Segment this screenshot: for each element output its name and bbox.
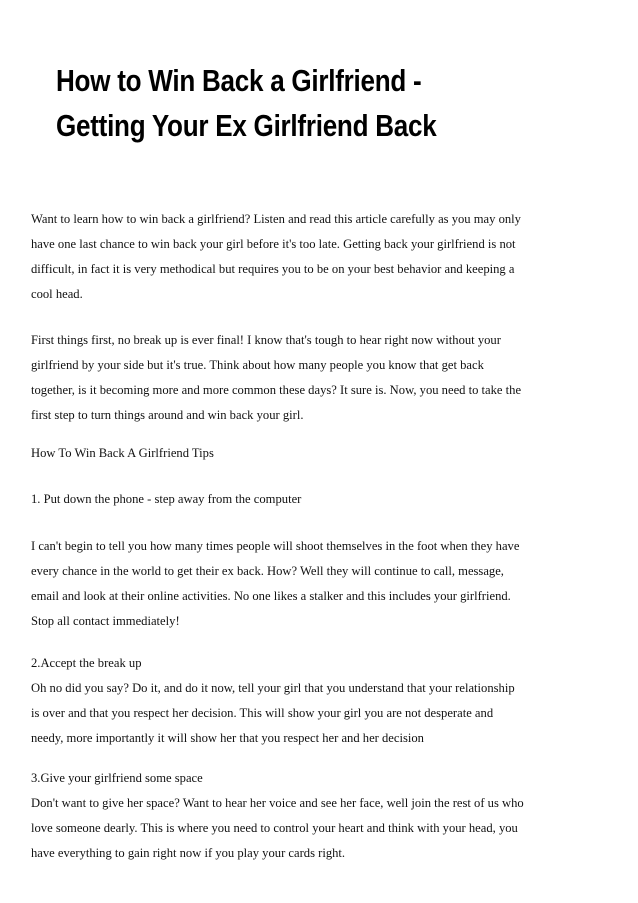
tip1-body [31, 534, 603, 634]
first-things-paragraph [31, 328, 603, 428]
text-line: 2.Accept the break up [31, 656, 142, 670]
title-line-2: Getting Your Ex Girlfriend Back [56, 108, 437, 143]
text-line: 3.Give your girlfriend some space [31, 771, 203, 785]
text-line: Stop all contact immediately! [31, 614, 180, 628]
text-line: cool head. [31, 287, 83, 301]
text-line: together, is it becoming more and more common these days? It sure is. Now, you need to take the [31, 383, 522, 397]
text-line: email and look at their online activities. No one likes a stalker and this includes your girlfriend. [31, 589, 511, 603]
text-line: 1. Put down the phone - step away from the computer [31, 492, 302, 506]
text-line: needy, more importantly it will show her that you respect her and her decision [31, 731, 424, 745]
text-line: Want to learn how to win back a girlfriend? Listen and read this article carefully as you may only [31, 212, 521, 226]
text-line: is over and that you respect her decision. This will show your girl you are not desperate and [31, 706, 494, 720]
text-line: have everything to gain right now if you play your cards right. [31, 846, 346, 860]
tips-heading [31, 441, 603, 466]
tip1-heading [31, 487, 603, 512]
text-line: difficult, in fact it is very methodical but requires you to be on your best behavior and keeping a [31, 262, 515, 276]
text-line: have one last chance to win back your girl before it's too late. Getting back your girlfriend is not [31, 237, 516, 251]
page-title [56, 58, 526, 148]
text-line: Oh no did you say? Do it, and do it now, tell your girl that you understand that your relationship [31, 681, 515, 695]
title-line-1: How to Win Back a Girlfriend - [56, 63, 422, 98]
text-line: girlfriend by your side but it's true. Think about how many people you know that get back [31, 358, 484, 372]
text-line: First things first, no break up is ever final! I know that's tough to hear right now without your [31, 333, 501, 347]
text-line: first step to turn things around and win back your girl. [31, 408, 304, 422]
text-line: I can't begin to tell you how many times people will shoot themselves in the foot when they have [31, 539, 520, 553]
tip2-paragraph [31, 651, 603, 751]
tip3-paragraph [31, 766, 603, 866]
intro-paragraph [31, 207, 603, 307]
text-line: Don't want to give her space? Want to hear her voice and see her face, well join the rest of us who [31, 796, 524, 810]
text-line: How To Win Back A Girlfriend Tips [31, 446, 214, 460]
text-line: every chance in the world to get their ex back. How? Well they will continue to call, message, [31, 564, 504, 578]
text-line: love someone dearly. This is where you need to control your heart and think with your head, you [31, 821, 518, 835]
